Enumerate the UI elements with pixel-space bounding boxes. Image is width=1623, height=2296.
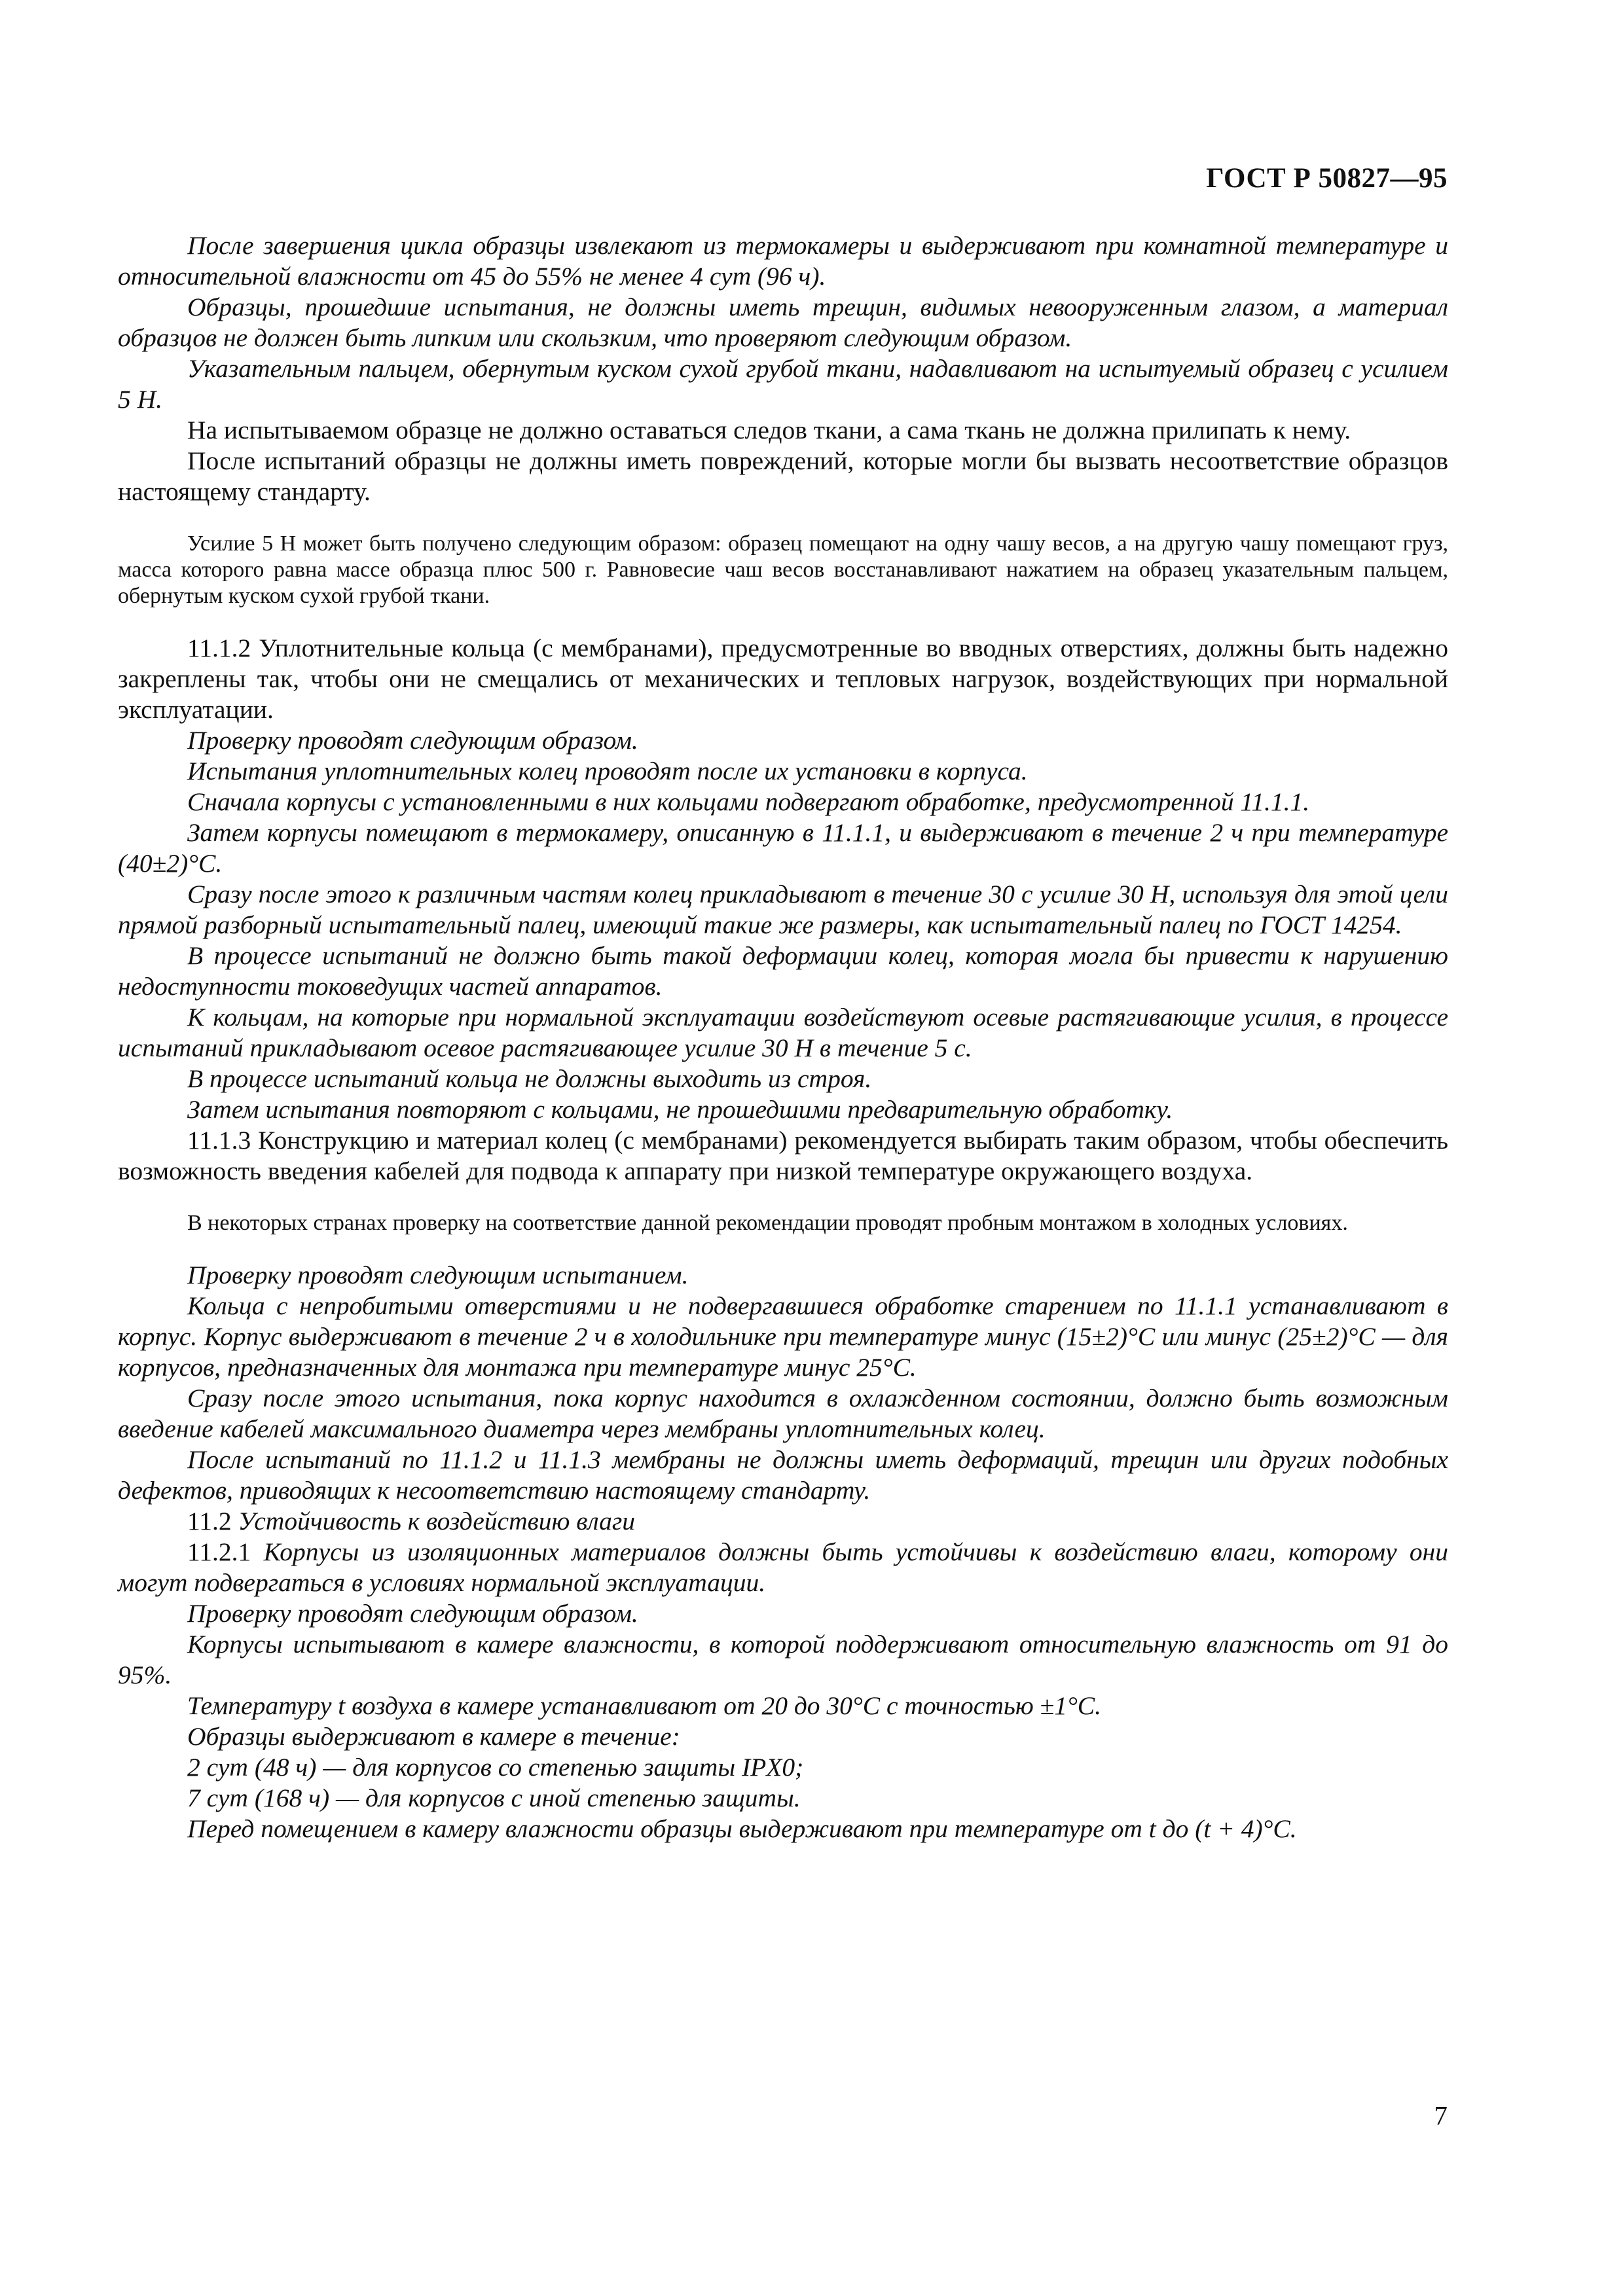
paragraph: Сначала корпусы с установленными в них кольцами подвергают обработке, предусмотренной 11.1.1. bbox=[187, 787, 1310, 816]
paragraph: В процессе испытаний кольца не должны выходить из строя. bbox=[187, 1064, 872, 1093]
page-number: 7 bbox=[1434, 2100, 1448, 2130]
clause-number: 11.2 bbox=[187, 1507, 232, 1535]
paragraph: Перед помещением в камеру влажности образцы выдерживают при температуре от t до (t + 4)°С. bbox=[187, 1814, 1297, 1843]
paragraph: После испытаний по 11.1.2 и 11.1.3 мембраны не должны иметь деформаций, трещин или других подобных дефектов, приводящих к несоответствию настоящему стандарту. bbox=[118, 1445, 1448, 1505]
paragraph: Температуру t воздуха в камере устанавливают от 20 до 30°С с точностью ±1°С. bbox=[187, 1691, 1102, 1720]
list-item: 2 сут (48 ч) — для корпусов со степенью защиты IPX0; bbox=[187, 1753, 804, 1782]
paragraph: Сразу после этого к различным частям колец прикладывают в течение 30 с усилие 30 Н, используя для этой цели прямой разборный испытательный палец, имеющий такие же размеры, как испытательный палец по ГОСТ 14254. bbox=[118, 880, 1448, 939]
clause-11-1-3: 11.1.3 Конструкцию и материал колец (с мембранами) рекомендуется выбирать таким образом, чтобы обеспечить возможность введения кабелей для подвода к аппарату при низкой температуре окружающего воздуха. bbox=[118, 1126, 1448, 1185]
clause-text: Корпусы из изоляционных материалов должны быть устойчивы к воздействию влаги, которому они могут подвергаться в условиях нормальной эксплуатации. bbox=[118, 1537, 1448, 1597]
paragraph: Проверку проводят следующим испытанием. bbox=[187, 1261, 689, 1289]
clause-11-2-1 bbox=[118, 1537, 1448, 1598]
note: В некоторых странах проверку на соответствие данной рекомендации проводят пробным монтажом в холодных условиях. bbox=[187, 1211, 1348, 1235]
standard-designation: ГОСТ Р 50827—95 bbox=[1206, 163, 1448, 194]
paragraph: Кольца с непробитыми отверстиями и не подвергавшиеся обработке старением по 11.1.1 устанавливают в корпус. Корпус выдерживают в течение 2 ч в холодильнике при температуре минус (15±2)°С или минус (25±2)°С — для корпусов, предназначенных для монтажа при температуре минус 25°С. bbox=[118, 1291, 1448, 1382]
paragraph: Корпусы испытывают в камере влажности, в которой поддерживают относительную влажность от 91 до 95%. bbox=[118, 1630, 1448, 1689]
paragraph: Затем испытания повторяют с кольцами, не прошедшими предварительную обработку. bbox=[187, 1095, 1173, 1124]
clause-number: 11.2.1 bbox=[187, 1537, 251, 1566]
paragraph: Образцы, прошедшие испытания, не должны иметь трещин, видимых невооруженным глазом, а материал образцов не должен быть липким или скользким, что проверяют следующим образом. bbox=[118, 293, 1448, 352]
paragraph: Затем корпусы помещают в термокамеру, описанную в 11.1.1, и выдерживают в течение 2 ч при температуре (40±2)°С. bbox=[118, 818, 1448, 878]
note: Усилие 5 Н может быть получено следующим образом: образец помещают на одну чашу весов, а на другую чашу помещают груз, масса которого равна массе образца плюс 500 г. Равновесие чаш весов восстанавливают нажатием на образец указательным пальцем, обернутым куском сухой грубой ткани. bbox=[118, 531, 1448, 608]
paragraph: Указательным пальцем, обернутым куском сухой грубой ткани, надавливают на испытуемый образец с усилием 5 Н. bbox=[118, 354, 1448, 414]
paragraph: На испытываемом образце не должно оставаться следов ткани, а сама ткань не должна прилипать к нему. bbox=[187, 416, 1351, 444]
clause-11-1-2: 11.1.2 Уплотнительные кольца (с мембранами), предусмотренные во вводных отверстиях, должны быть надежно закреплены так, чтобы они не смещались от механических и тепловых нагрузок, воздействующих при нормальной эксплуатации. bbox=[118, 634, 1448, 724]
clause-title: Устойчивость к воздействию влаги bbox=[238, 1507, 635, 1535]
paragraph: К кольцам, на которые при нормальной эксплуатации воздействуют осевые растягивающие усилия, в процессе испытаний прикладывают осевое растягивающее усилие 30 Н в течение 5 с. bbox=[118, 1003, 1448, 1062]
paragraph: В процессе испытаний не должно быть такой деформации колец, которая могла бы привести к нарушению недоступности токоведущих частей аппаратов. bbox=[118, 941, 1448, 1001]
clause-11-2-heading bbox=[118, 1506, 1448, 1537]
paragraph: Проверку проводят следующим образом. bbox=[187, 1599, 638, 1628]
paragraph: Сразу после этого испытания, пока корпус находится в охлажденном состоянии, должно быть возможным введение кабелей максимального диаметра через мембраны уплотнительных колец. bbox=[118, 1384, 1448, 1443]
paragraph: Проверку проводят следующим образом. bbox=[187, 726, 638, 755]
list-item: 7 сут (168 ч) — для корпусов с иной степенью защиты. bbox=[187, 1784, 801, 1812]
paragraph: Образцы выдерживают в камере в течение: bbox=[187, 1722, 680, 1751]
paragraph: После завершения цикла образцы извлекают из термокамеры и выдерживают при комнатной температуре и относительной влажности от 45 до 55% не менее 4 сут (96 ч). bbox=[118, 231, 1448, 291]
paragraph: Испытания уплотнительных колец проводят после их установки в корпуса. bbox=[187, 757, 1028, 785]
page-body bbox=[118, 230, 1448, 1844]
paragraph: После испытаний образцы не должны иметь повреждений, которые могли бы вызвать несоответствие образцов настоящему стандарту. bbox=[118, 446, 1448, 506]
